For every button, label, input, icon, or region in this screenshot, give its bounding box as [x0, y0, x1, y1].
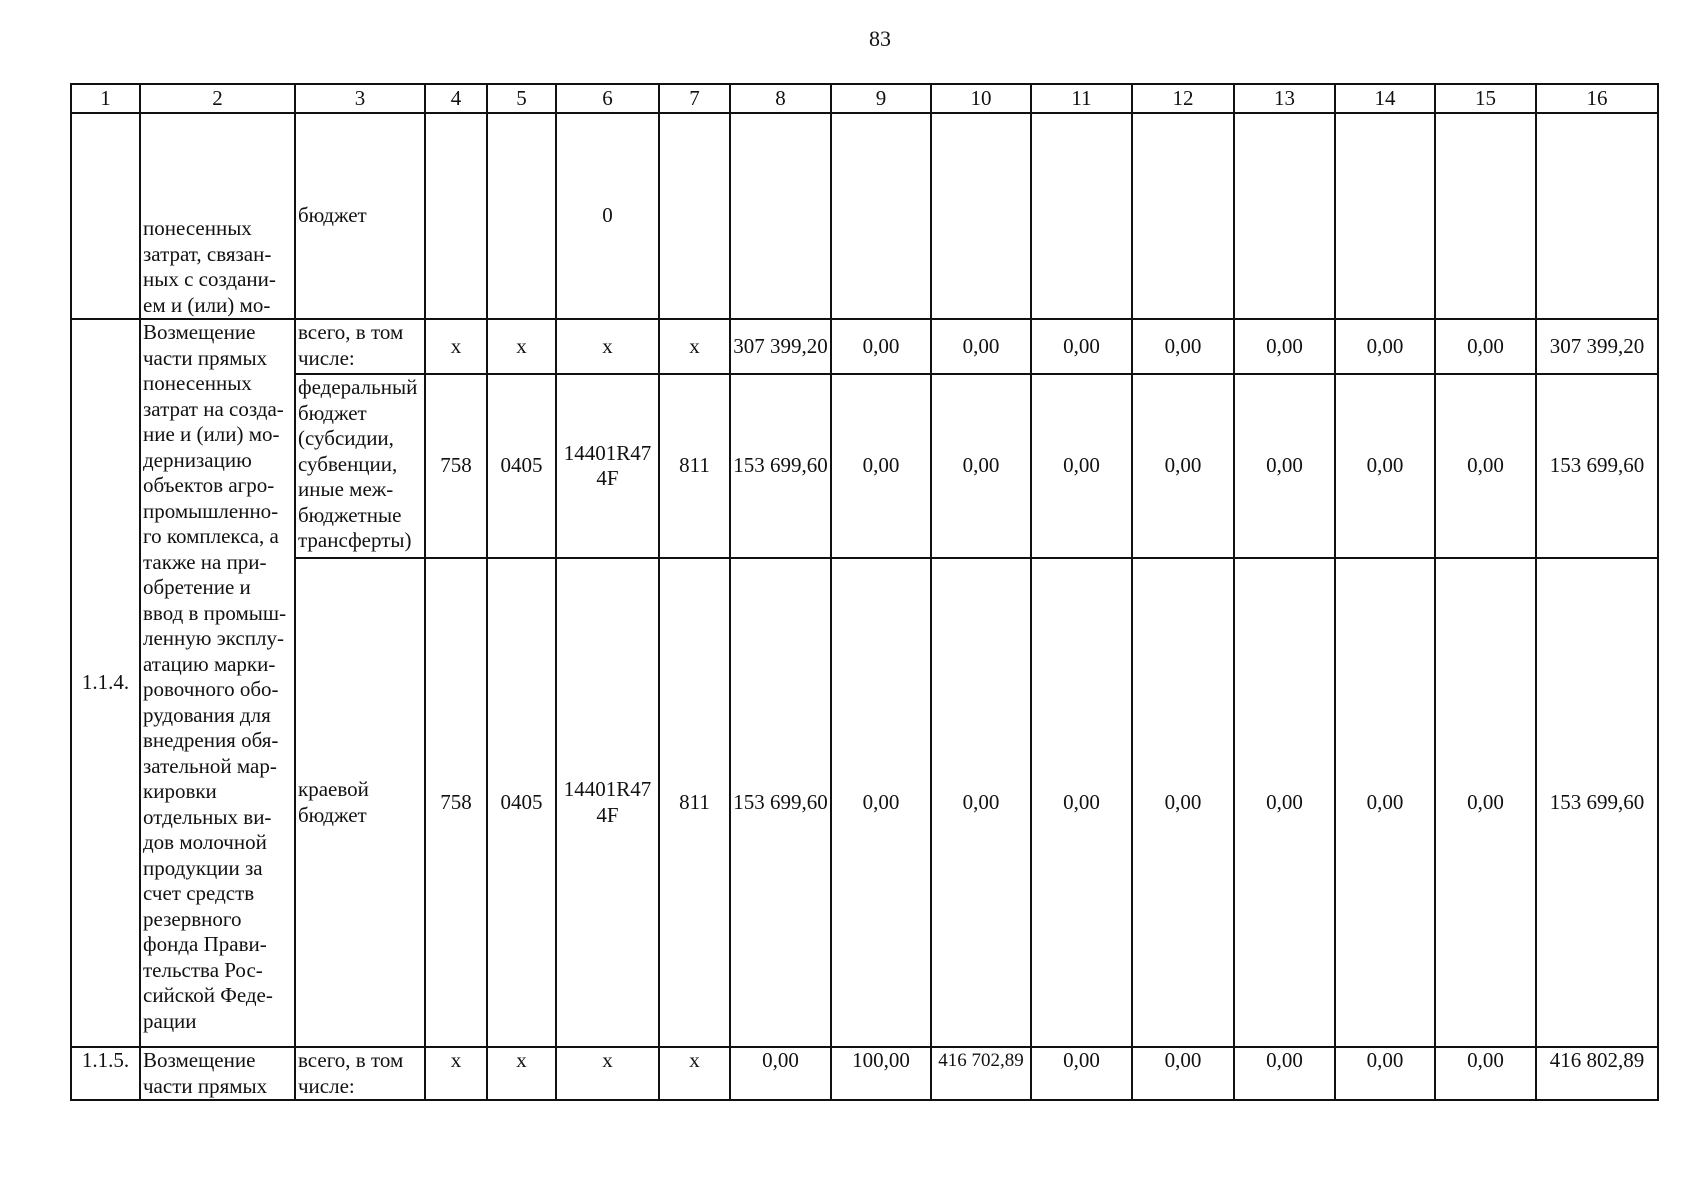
- table-cell: х: [425, 319, 487, 374]
- table-cell: [730, 113, 831, 319]
- table-cell: х: [556, 319, 659, 374]
- column-header: 7: [659, 84, 730, 113]
- table-cell: 0,00: [1435, 319, 1536, 374]
- table-cell: [425, 113, 487, 319]
- table-cell: 811: [659, 374, 730, 558]
- table-cell: [1234, 113, 1335, 319]
- item-number-cell: 1.1.4.: [71, 319, 140, 1047]
- table-cell: 0405: [487, 374, 556, 558]
- table-cell: [831, 113, 931, 319]
- column-header: 13: [1234, 84, 1335, 113]
- table-cell: 0,00: [1234, 558, 1335, 1047]
- table-cell: 758: [425, 558, 487, 1047]
- table-cell: х: [425, 1047, 487, 1100]
- table-cell: [1335, 113, 1435, 319]
- table-cell: 0,00: [931, 558, 1031, 1047]
- table-cell: 0405: [487, 558, 556, 1047]
- funding-source-cell: всего, в том числе:: [295, 1047, 425, 1100]
- table-cell: 811: [659, 558, 730, 1047]
- column-header: 3: [295, 84, 425, 113]
- column-header: 9: [831, 84, 931, 113]
- table-cell: х: [659, 319, 730, 374]
- table-cell: х: [556, 1047, 659, 1100]
- funding-source-cell: бюджет: [295, 113, 425, 319]
- table-cell: 0,00: [1031, 558, 1132, 1047]
- table-cell: 14401R474F: [556, 558, 659, 1047]
- table-cell: 0,00: [1132, 374, 1234, 558]
- table-cell: 0,00: [1335, 558, 1435, 1047]
- table-cell: 153 699,60: [730, 374, 831, 558]
- budget-table: [70, 83, 1659, 1101]
- table-cell: [1132, 113, 1234, 319]
- table-cell: [659, 113, 730, 319]
- table-cell: 416 702,89: [931, 1047, 1031, 1100]
- table-cell: 0,00: [1335, 319, 1435, 374]
- column-header: 14: [1335, 84, 1435, 113]
- column-header: 2: [140, 84, 295, 113]
- table-cell: 153 699,60: [1536, 558, 1658, 1047]
- table-cell: 0,00: [931, 374, 1031, 558]
- table-cell: [931, 113, 1031, 319]
- table-cell: 0,00: [831, 374, 931, 558]
- table-row: [71, 558, 1658, 1047]
- column-header: 4: [425, 84, 487, 113]
- funding-source-cell: федеральный бюджет (субсидии, субвенции, иные меж-бюджетные трансферты): [295, 374, 425, 558]
- table-cell: х: [659, 1047, 730, 1100]
- row-number-cell: [71, 113, 140, 319]
- column-header: 10: [931, 84, 1031, 113]
- column-header: 8: [730, 84, 831, 113]
- page-number: 83: [869, 26, 891, 51]
- table-cell: 0,00: [1234, 319, 1335, 374]
- table-cell: [487, 113, 556, 319]
- table-row: [71, 319, 1658, 374]
- funding-source-cell: всего, в том числе:: [295, 319, 425, 374]
- table-row: [71, 374, 1658, 558]
- table-cell: х: [487, 1047, 556, 1100]
- table-cell: 0,00: [831, 558, 931, 1047]
- table-cell: [1435, 113, 1536, 319]
- measure-name-cell: Возмещение части прямых понесенных затрат на созда-ние и (или) мо-дернизацию объектов агро-промышленно-го комплекса, а также на при-обретение и ввод в промыш-ленную эксплу-атацию марки-ровочного обо-рудования для внедрения обя-зательной мар-кировки отдельных ви-дов молочной продукции за счет средств резервного фонда Прави-тельства Рос-сийской Феде-рации: [140, 319, 295, 1047]
- table-cell: 0,00: [1234, 374, 1335, 558]
- table-cell: 0,00: [1435, 374, 1536, 558]
- column-header: 11: [1031, 84, 1132, 113]
- column-header: 6: [556, 84, 659, 113]
- table-cell: 14401R474F: [556, 374, 659, 558]
- table-cell: 0,00: [931, 319, 1031, 374]
- table-cell: 0,00: [1031, 319, 1132, 374]
- continuation-row: [71, 113, 1658, 319]
- table-cell: х: [487, 319, 556, 374]
- table-cell: [1031, 113, 1132, 319]
- table-cell: 0,00: [1132, 558, 1234, 1047]
- table-cell: 0,00: [730, 1047, 831, 1100]
- table-cell: 0,00: [1132, 319, 1234, 374]
- table-row: [71, 1047, 1658, 1100]
- table-cell: 0,00: [1335, 374, 1435, 558]
- table-cell: 153 699,60: [1536, 374, 1658, 558]
- table-cell: 416 802,89: [1536, 1047, 1658, 1100]
- table-cell: 0,00: [1435, 1047, 1536, 1100]
- table-cell: 0,00: [1031, 1047, 1132, 1100]
- table-cell: 100,00: [831, 1047, 931, 1100]
- table-cell: 758: [425, 374, 487, 558]
- table-cell: 307 399,20: [1536, 319, 1658, 374]
- measure-name-cell: понесенных затрат, связан-ных с создани-ем и (или) мо-: [140, 113, 295, 319]
- table-cell: 0,00: [1132, 1047, 1234, 1100]
- table-cell: 0,00: [1234, 1047, 1335, 1100]
- table-cell: 0: [556, 113, 659, 319]
- item-number-cell: 1.1.5.: [71, 1047, 140, 1100]
- column-header: 15: [1435, 84, 1536, 113]
- table-cell: 307 399,20: [730, 319, 831, 374]
- column-header: 1: [71, 84, 140, 113]
- table-cell: 0,00: [831, 319, 931, 374]
- measure-name-cell: Возмещение части прямых: [140, 1047, 295, 1100]
- funding-source-cell: краевой бюджет: [295, 558, 425, 1047]
- table-cell: 153 699,60: [730, 558, 831, 1047]
- table-cell: 0,00: [1435, 558, 1536, 1047]
- table-cell: 0,00: [1335, 1047, 1435, 1100]
- table-cell: 0,00: [1031, 374, 1132, 558]
- column-header: 5: [487, 84, 556, 113]
- column-number-row: [71, 84, 1658, 113]
- column-header: 16: [1536, 84, 1658, 113]
- column-header: 12: [1132, 84, 1234, 113]
- table-cell: [1536, 113, 1658, 319]
